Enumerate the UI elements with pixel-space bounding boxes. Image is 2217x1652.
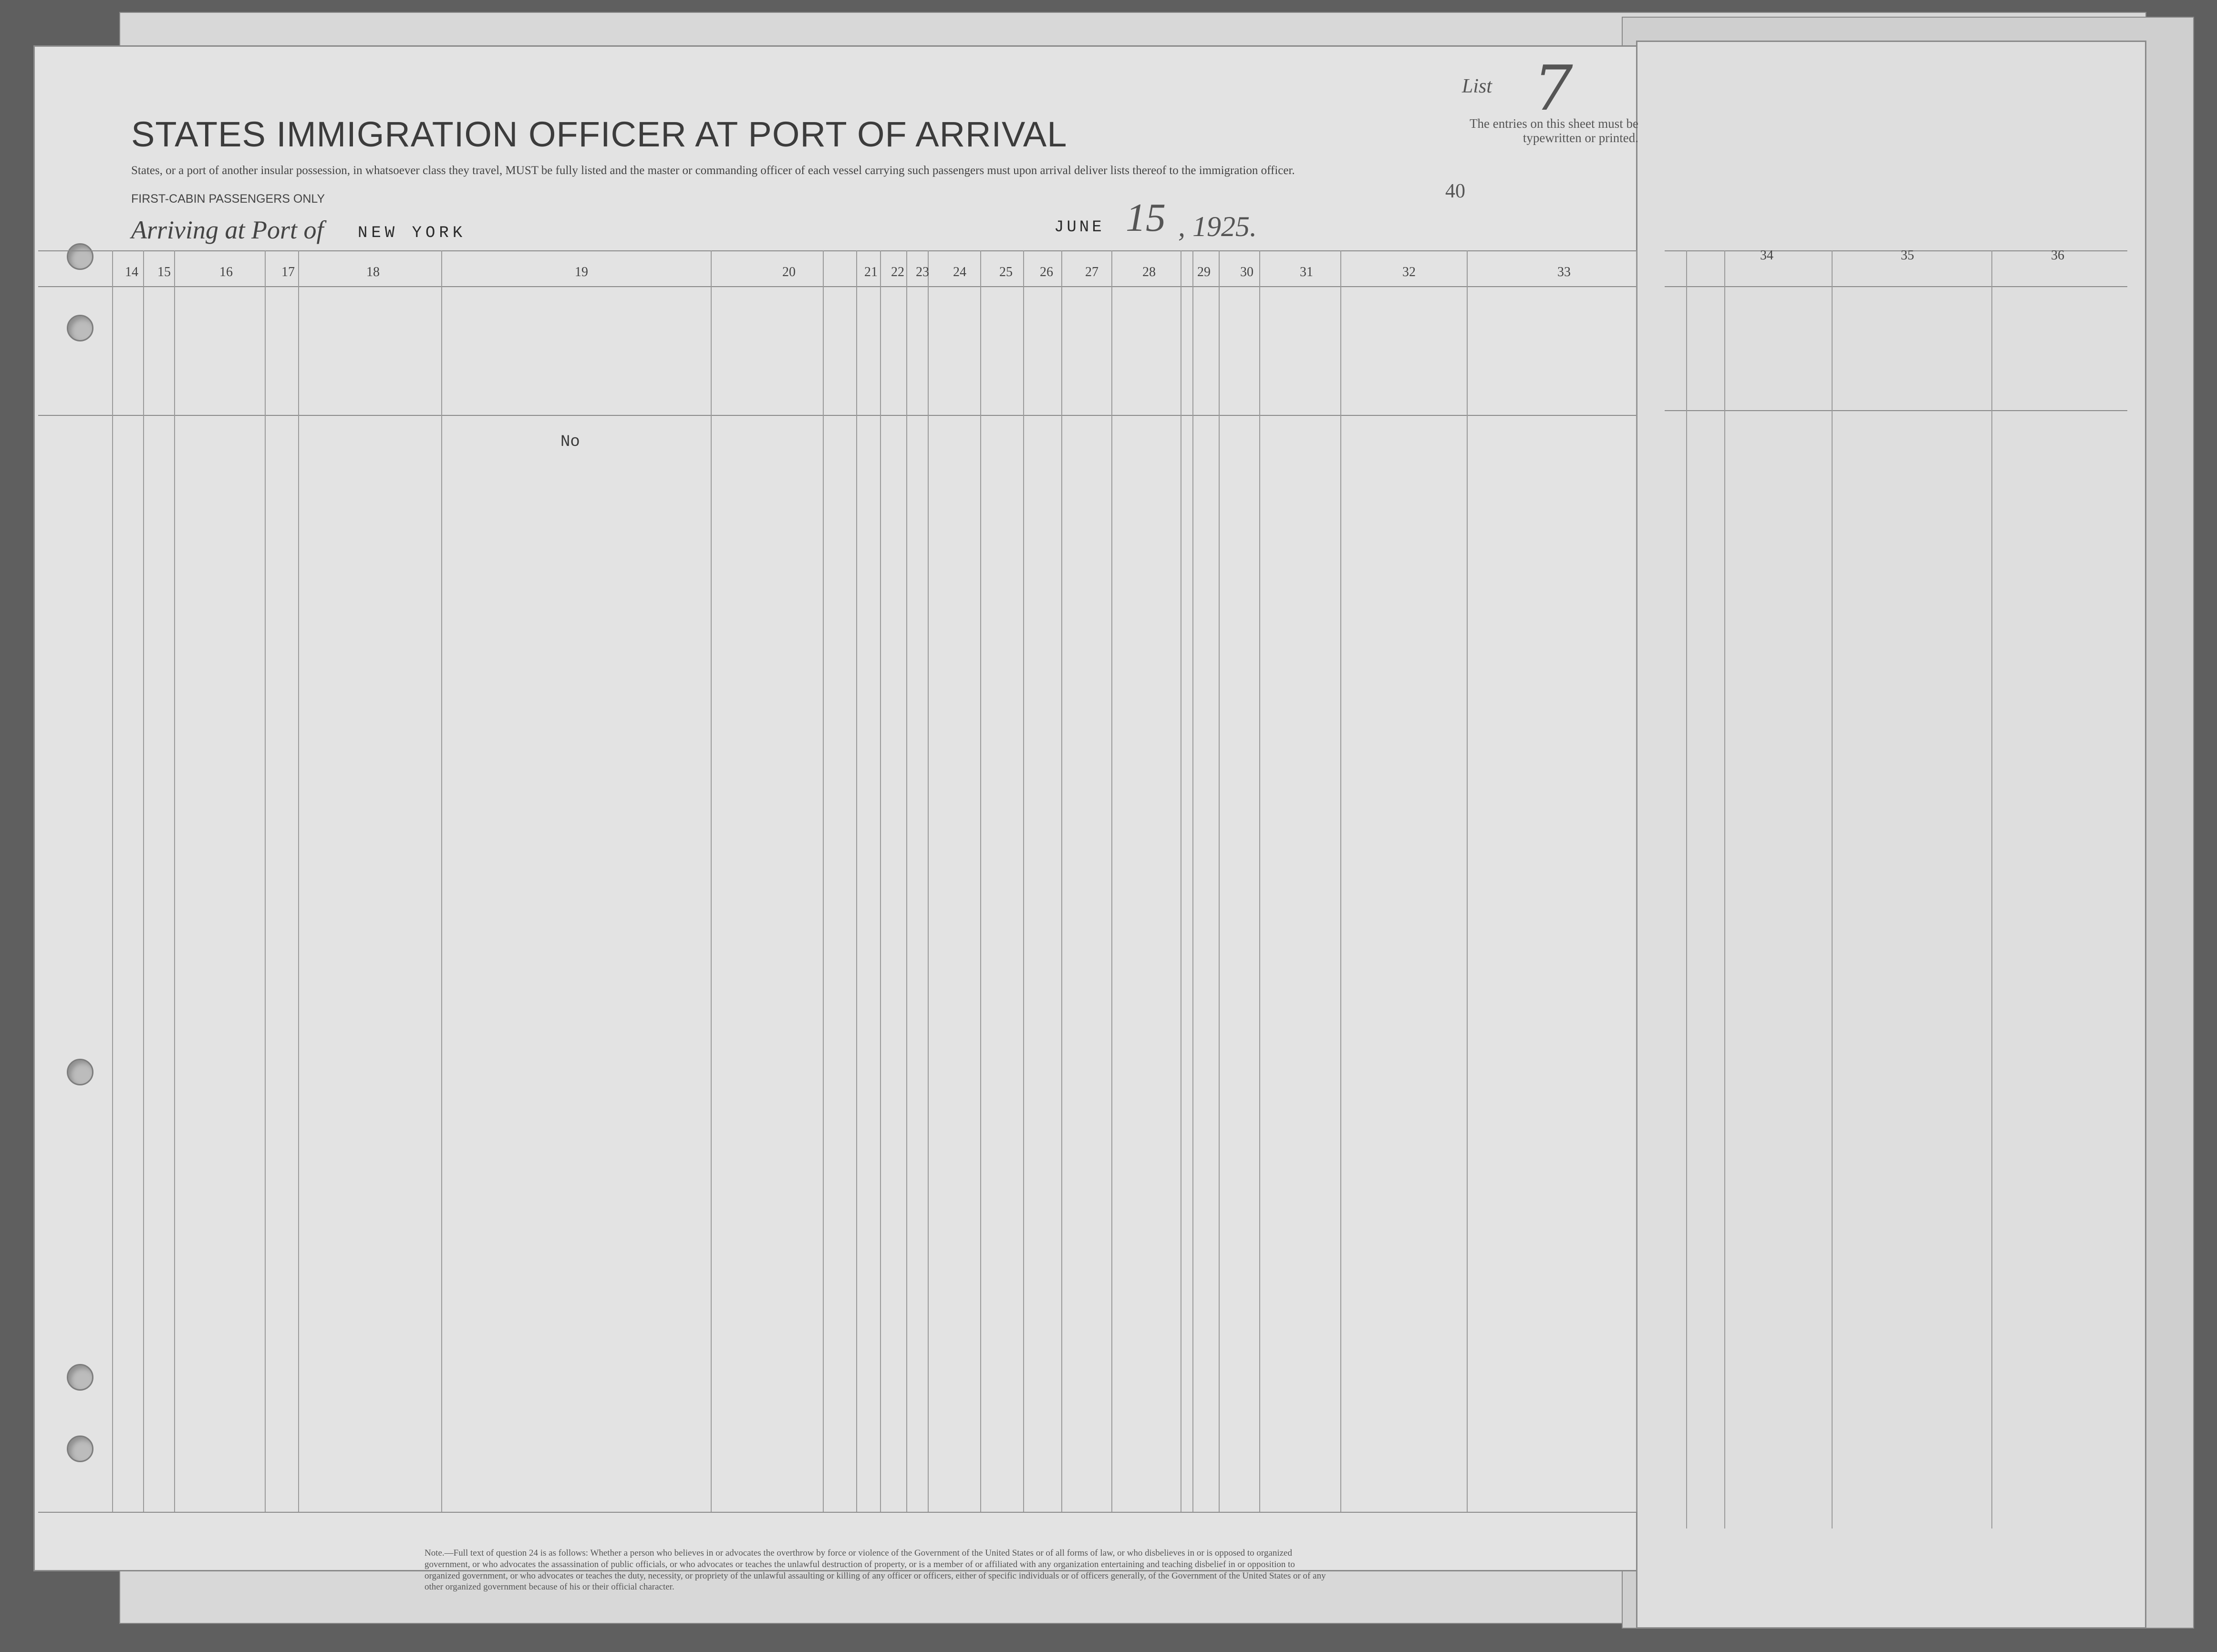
column-number: 14	[125, 265, 138, 279]
date-day: 15	[1126, 196, 1166, 240]
column-rule	[1259, 250, 1260, 1512]
column-rule	[143, 250, 144, 1512]
column-rule	[823, 250, 824, 1512]
column-rule	[1340, 250, 1341, 1512]
sheet-number: 40	[1445, 180, 1465, 202]
page-title: STATES IMMIGRATION OFFICER AT PORT OF ARRIVAL	[131, 114, 1067, 154]
first-cabin-label: FIRST-CABIN PASSENGERS ONLY	[131, 192, 325, 206]
binder-hole	[67, 315, 93, 341]
column-number: 30	[1240, 265, 1254, 279]
manifest-sheet-right	[1636, 41, 2146, 1629]
column-rule	[265, 250, 266, 1512]
binder-hole	[67, 243, 93, 270]
header-bottom-rule	[38, 415, 1636, 416]
column-number: 28	[1142, 265, 1156, 279]
column-rule	[1724, 250, 1725, 1528]
manifest-sheet-left	[33, 45, 1674, 1571]
column-rule	[856, 250, 857, 1512]
column-rule	[1219, 250, 1220, 1512]
column-number: 35	[1901, 248, 1914, 263]
column-rule	[441, 250, 442, 1512]
header-extra-no: No	[560, 433, 580, 451]
column-number: 17	[281, 265, 295, 279]
header-top-rule	[38, 250, 1636, 251]
column-rule	[1023, 250, 1024, 1512]
column-rule	[928, 250, 929, 1512]
date-month: JUNE	[1054, 218, 1105, 237]
column-number: 36	[2051, 248, 2064, 263]
column-rule	[906, 250, 907, 1512]
binder-hole	[67, 1059, 93, 1085]
column-rule	[1061, 250, 1062, 1512]
column-number: 22	[891, 265, 904, 279]
column-number: 27	[1085, 265, 1098, 279]
column-rule	[1991, 250, 1992, 1528]
instructions: States, or a port of another insular possession, in whatsoever class they travel, MUST be fully listed and the master or commanding officer of each vessel carrying such passengers must upon arrival deliver lists thereof to the immigration officer.	[131, 164, 1295, 177]
binder-hole	[67, 1435, 93, 1462]
column-number: 15	[157, 265, 171, 279]
right-header-num-rule	[1665, 286, 2127, 287]
column-number: 29	[1197, 265, 1211, 279]
column-rule	[711, 250, 712, 1512]
column-rule	[1111, 250, 1112, 1512]
column-number: 21	[864, 265, 878, 279]
date-year: , 1925.	[1178, 211, 1257, 242]
column-rule	[1636, 250, 1637, 1512]
header-num-rule	[38, 286, 1636, 287]
column-rule	[880, 250, 881, 1512]
column-rule	[1686, 250, 1687, 1528]
column-rule	[112, 250, 113, 1512]
column-number: 31	[1300, 265, 1313, 279]
column-number: 32	[1402, 265, 1416, 279]
column-number: 25	[999, 265, 1013, 279]
column-rule	[1467, 250, 1468, 1512]
table-bottom-rule	[38, 1512, 1636, 1513]
binder-hole	[67, 1364, 93, 1391]
list-label: List	[1462, 75, 1492, 97]
column-number: 19	[575, 265, 588, 279]
footnote: Note.—Full text of question 24 is as follows: Whether a person who believes in or advocates the overthrow by force or violence of the Government of the United States or of all forms of law, or who disbelieves in or is opposed to organized government, or who advocates the assassination of public officials, or who advocates or teaches the unlawful destruction of property, or is a member of or affiliated with any organization entertaining and teaching disbelief in or opposition to organized government, or who advocates or teaches the duty, necessity, or propriety of the unlawful assaulting or killing of any officer or officers, either of specific individuals or of officers generally, of the Government of the United States or of any other organized government because of his or their official character.	[425, 1548, 1326, 1592]
column-number: 20	[782, 265, 796, 279]
column-rule	[1192, 250, 1193, 1512]
column-rule	[1832, 250, 1833, 1528]
column-number: 26	[1040, 265, 1053, 279]
column-rule	[980, 250, 981, 1512]
arriving-label: Arriving at Port of	[131, 216, 324, 244]
column-number: 23	[916, 265, 929, 279]
column-number: 33	[1557, 265, 1571, 279]
column-rule	[174, 250, 175, 1512]
entries-note: The entries on this sheet must be typewritten or printed.	[1470, 116, 1638, 145]
column-number: 18	[366, 265, 380, 279]
column-number: 16	[219, 265, 233, 279]
port-name: NEW YORK	[358, 224, 466, 242]
column-number: 34	[1760, 248, 1773, 263]
column-number: 24	[953, 265, 966, 279]
list-number: 7	[1533, 52, 1573, 124]
right-header-bottom-rule	[1665, 410, 2127, 411]
column-rule	[298, 250, 299, 1512]
